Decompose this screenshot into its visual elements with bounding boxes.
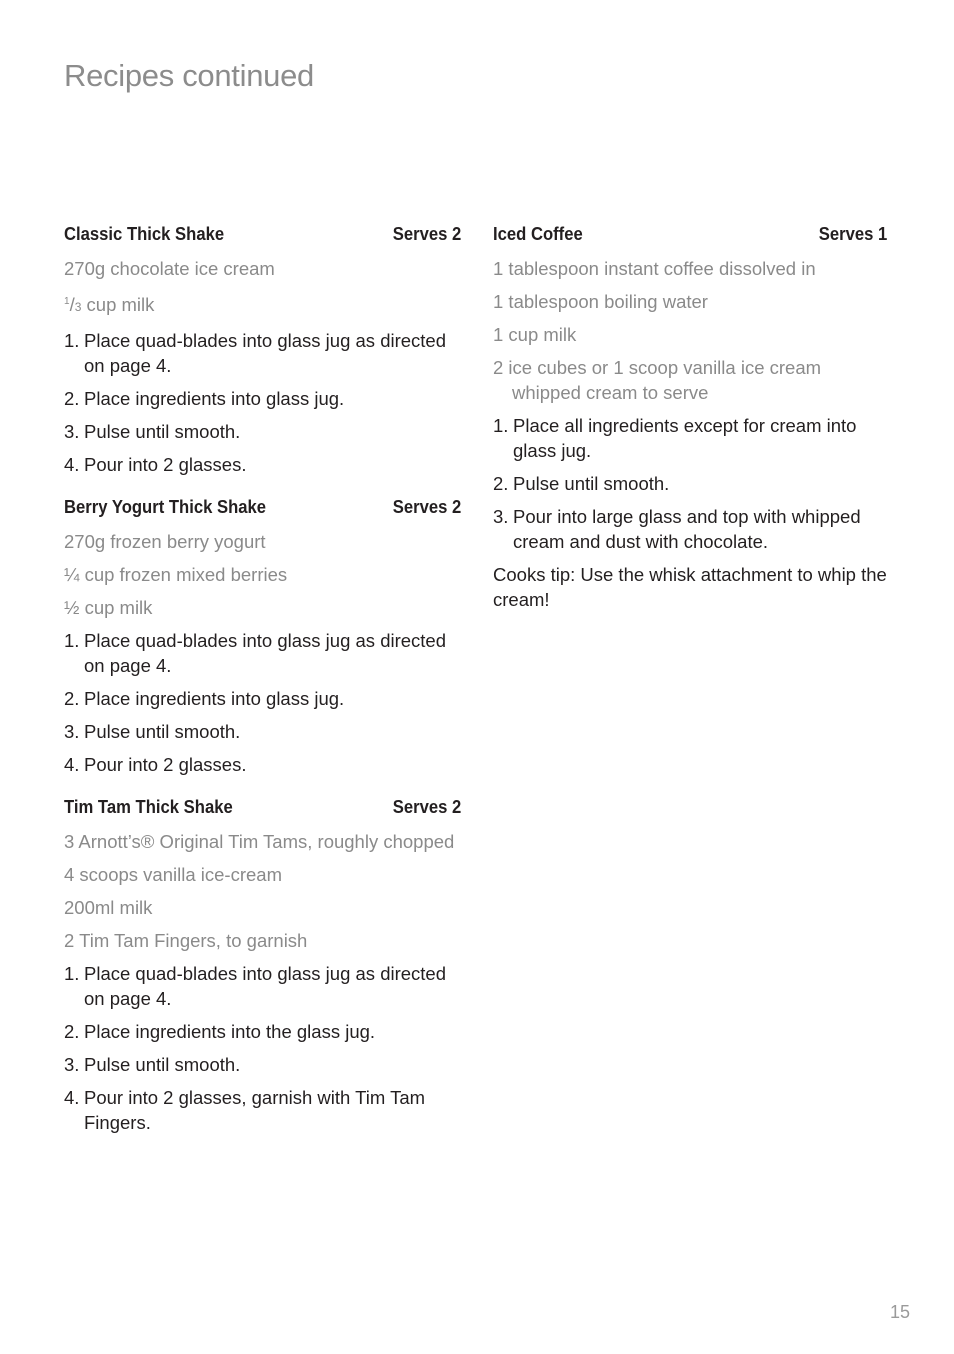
ingredient-list: [64, 256, 461, 320]
recipe-iced-coffee: [493, 222, 887, 612]
recipe-header: [64, 495, 461, 519]
step-list: [64, 628, 461, 777]
step-text: Pulse until smooth.: [84, 1054, 241, 1075]
step-item: [64, 419, 461, 444]
step-number: 2.: [64, 388, 80, 409]
ingredient-list: [493, 256, 887, 405]
step-item: [64, 328, 461, 378]
ingredient-list: [64, 829, 461, 953]
step-number: 1.: [493, 415, 509, 436]
ingredient-item: 270g chocolate ice cream: [64, 258, 275, 279]
step-text: Pour into large glass and top with whipped cream and dust with chocolate.: [513, 506, 861, 552]
fraction-numerator: 1: [64, 296, 70, 307]
step-item: [493, 413, 887, 463]
step-item: [64, 719, 461, 744]
step-item: [64, 386, 461, 411]
page-number: 15: [889, 1302, 910, 1322]
step-number: 4.: [64, 754, 80, 775]
step-number: 3.: [64, 421, 80, 442]
step-text: Place ingredients into the glass jug.: [84, 1021, 376, 1042]
step-text: Pour into 2 glasses, garnish with Tim Tam Fingers.: [84, 1087, 426, 1133]
recipe-title: Tim Tam Thick Shake: [64, 796, 233, 817]
ingredient-list: [64, 529, 461, 620]
ingredient-item: 1 tablespoon boiling water: [493, 291, 708, 312]
step-number: 3.: [64, 1054, 80, 1075]
step-item: [493, 504, 887, 554]
ingredient-item: ¼ cup frozen mixed berries: [64, 564, 288, 585]
step-item: [64, 752, 461, 777]
recipe-serves: Serves 2: [392, 796, 462, 817]
step-list: [64, 961, 461, 1135]
step-item: [493, 471, 887, 496]
fraction-denominator: 3: [74, 300, 82, 314]
step-text: Place ingredients into glass jug.: [84, 688, 345, 709]
step-text: Place quad-blades into glass jug as directed on page 4.: [84, 963, 447, 1009]
ingredient-item: 2 ice cubes or 1 scoop vanilla ice cream whipped cream to serve: [493, 357, 822, 403]
ingredient-item: $^1$/3 cup milk: [64, 294, 155, 315]
step-text: Pour into 2 glasses.: [84, 754, 247, 775]
step-text: Pulse until smooth.: [513, 473, 670, 494]
step-number: 1.: [64, 963, 80, 984]
step-number: 4.: [64, 1087, 80, 1108]
recipe-berry-yogurt-thick-shake: [64, 495, 461, 777]
step-list: [64, 328, 461, 477]
step-item: [64, 686, 461, 711]
ingredient-item: 4 scoops vanilla ice-cream: [64, 864, 282, 885]
step-text: Place all ingredients except for cream into glass jug.: [513, 415, 857, 461]
left-column: [64, 222, 461, 1153]
step-number: 4.: [64, 454, 80, 475]
recipe-header: [64, 795, 461, 819]
step-text: Place ingredients into glass jug.: [84, 388, 345, 409]
step-text: Place quad-blades into glass jug as directed on page 4.: [84, 630, 447, 676]
recipe-title: Iced Coffee: [493, 223, 583, 244]
step-number: 3.: [493, 506, 509, 527]
step-item: [64, 1085, 461, 1135]
recipe-serves: Serves 2: [392, 223, 462, 244]
step-number: 2.: [64, 688, 80, 709]
ingredient-text: cup milk: [86, 294, 155, 315]
recipe-tim-tam-thick-shake: [64, 795, 461, 1135]
ingredient-item: 1 cup milk: [493, 324, 577, 345]
recipe-title: Berry Yogurt Thick Shake: [64, 496, 267, 517]
recipe-header: [493, 222, 887, 246]
step-text: Pulse until smooth.: [84, 421, 241, 442]
step-number: 2.: [64, 1021, 80, 1042]
step-item: [64, 1019, 461, 1044]
step-text: Place quad-blades into glass jug as directed on page 4.: [84, 330, 447, 376]
step-item: [64, 961, 461, 1011]
step-text: Pour into 2 glasses.: [84, 454, 247, 475]
step-number: 2.: [493, 473, 509, 494]
step-item: [64, 452, 461, 477]
ingredient-item: 270g frozen berry yogurt: [64, 531, 266, 552]
ingredient-item: ½ cup milk: [64, 597, 153, 618]
ingredient-item: 3 Arnott’s® Original Tim Tams, roughly chopped: [64, 831, 455, 852]
step-number: 1.: [64, 330, 80, 351]
ingredient-item: 200ml milk: [64, 897, 153, 918]
recipe-serves: Serves 1: [818, 223, 888, 244]
ingredient-item: 1 tablespoon instant coffee dissolved in: [493, 258, 816, 279]
step-number: 3.: [64, 721, 80, 742]
right-column: [493, 222, 887, 630]
ingredient-item: 2 Tim Tam Fingers, to garnish: [64, 930, 308, 951]
step-text: Pulse until smooth.: [84, 721, 241, 742]
recipe-header: [64, 222, 461, 246]
step-item: [64, 1052, 461, 1077]
recipe-serves: Serves 2: [392, 496, 462, 517]
step-list: [493, 413, 887, 554]
recipe-title: Classic Thick Shake: [64, 223, 225, 244]
step-number: 1.: [64, 630, 80, 651]
step-item: [64, 628, 461, 678]
cooks-tip: Cooks tip: Use the whisk attachment to whip the cream!: [493, 564, 887, 610]
page-title: Recipes continued: [64, 58, 314, 93]
recipe-classic-thick-shake: [64, 222, 461, 477]
